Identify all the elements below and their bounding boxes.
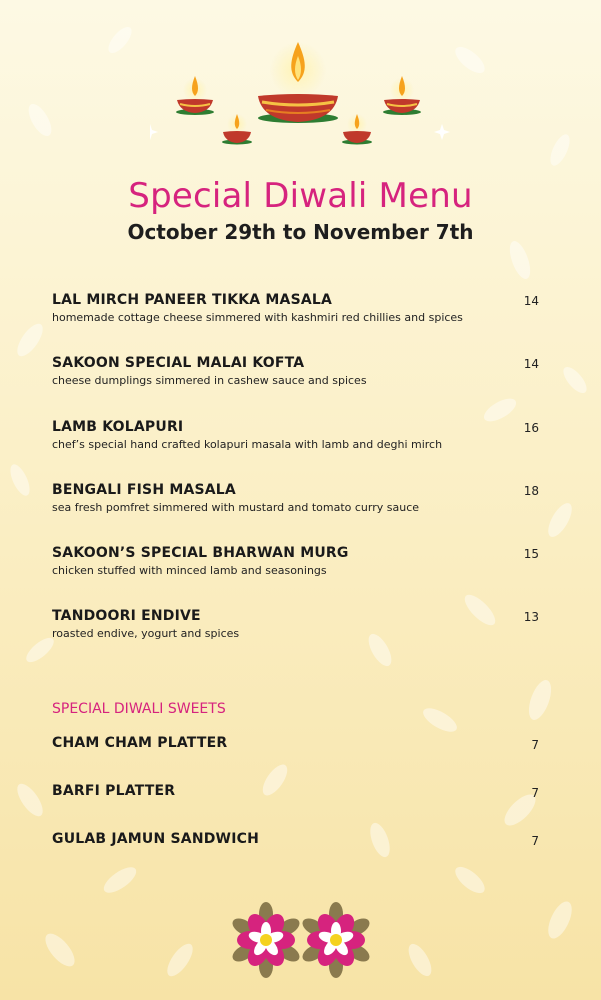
- menu-item-description: cheese dumplings simmered in cashew sauce and spices: [52, 374, 367, 388]
- menu-item-description: roasted endive, yogurt and spices: [52, 627, 240, 641]
- menu-dates: October 29th to November 7th: [127, 220, 474, 244]
- menu-item-description: homemade cottage cheese simmered with kashmiri red chillies and spices: [52, 311, 463, 324]
- menu-item: [52, 292, 542, 355]
- sweet-item-price: 7: [531, 738, 539, 752]
- menu-item-price: 13: [523, 610, 539, 625]
- menu-item-name: BENGALI FISH MASALA: [52, 481, 236, 498]
- menu-item-description: sea fresh pomfret simmered with mustard and tomato curry sauce: [52, 500, 420, 514]
- diya-lamp-icon: [150, 38, 450, 158]
- sweet-item-name: GULAB JAMUN SANDWICH: [52, 831, 259, 847]
- menu-item-name: TANDOORI ENDIVE: [52, 608, 201, 625]
- menu-item: [52, 545, 542, 608]
- menu-item-price: 14: [523, 357, 539, 372]
- menu-title: Special Diwali Menu: [128, 176, 473, 216]
- menu-item-description: chef’s special hand crafted kolapuri masala with lamb and deghi mirch: [52, 437, 443, 451]
- main-menu-list: [52, 292, 542, 672]
- menu-item-price: 16: [523, 420, 539, 435]
- menu-item-name: LAMB KOLAPURI: [52, 418, 184, 435]
- menu-item-name: SAKOON’S SPECIAL BHARWAN MURG: [52, 545, 349, 562]
- menu-item: [52, 355, 542, 418]
- menu-item-description: chicken stuffed with minced lamb and seasonings: [52, 564, 327, 578]
- sweet-item-name: BARFI PLATTER: [52, 783, 176, 799]
- menu-item-price: 18: [523, 483, 539, 498]
- menu-item: [52, 482, 542, 545]
- menu-item-price: 14: [523, 294, 539, 308]
- menu-item-name: SAKOON SPECIAL MALAI KOFTA: [52, 355, 305, 372]
- flower-icon: [228, 902, 374, 978]
- sweets-list: [52, 735, 542, 879]
- menu-item: [52, 419, 542, 482]
- sweet-item: [52, 831, 542, 879]
- menu-item: [52, 608, 542, 671]
- sweet-item-price: 7: [531, 834, 539, 848]
- sweets-heading: SPECIAL DIWALI SWEETS: [52, 701, 226, 717]
- sweet-item: [52, 735, 542, 783]
- sweet-item-name: CHAM CHAM PLATTER: [52, 735, 228, 751]
- menu-item-name: LAL MIRCH PANEER TIKKA MASALA: [52, 292, 333, 308]
- sweet-item: [52, 783, 542, 831]
- menu-item-price: 15: [523, 547, 539, 562]
- sweet-item-price: 7: [531, 786, 539, 800]
